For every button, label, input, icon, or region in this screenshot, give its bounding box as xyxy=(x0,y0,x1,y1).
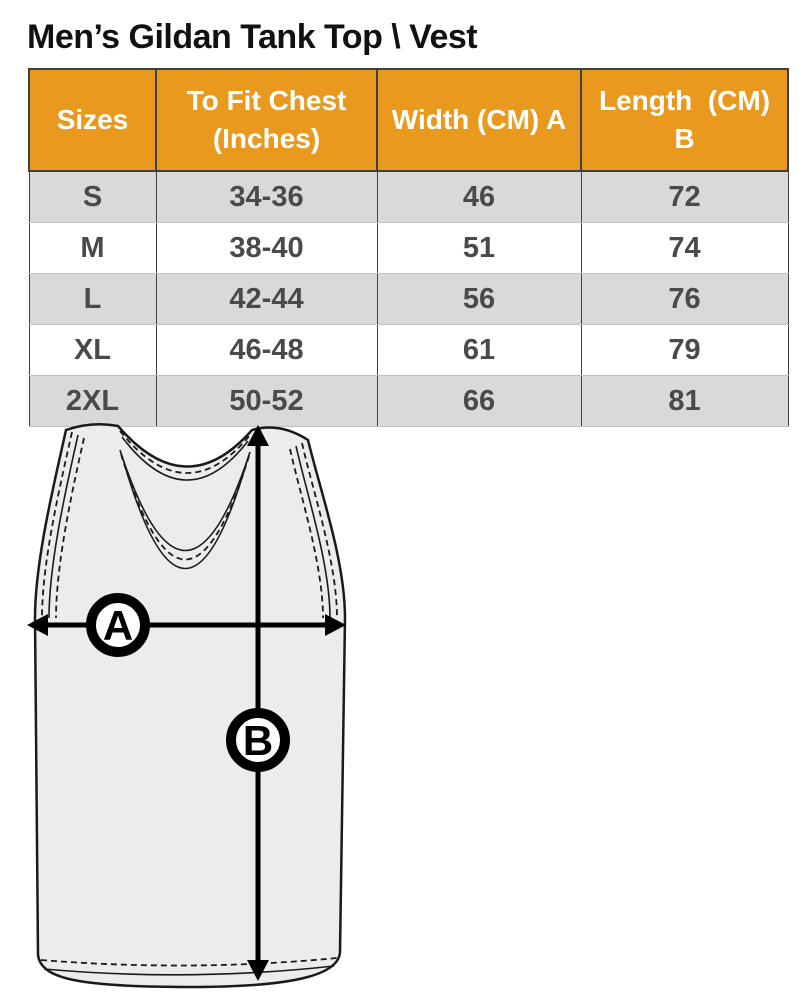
table-header-row xyxy=(29,69,788,171)
length-label-badge xyxy=(231,713,285,767)
tank-top-illustration xyxy=(15,420,395,1000)
garment-outline xyxy=(35,424,345,987)
table-cell: 76 xyxy=(581,274,788,325)
table-cell: 2XL xyxy=(29,376,156,427)
size-chart-table xyxy=(28,68,789,427)
table-cell: 72 xyxy=(581,171,788,223)
table-cell: 74 xyxy=(581,223,788,274)
page-title: Men’s Gildan Tank Top \ Vest xyxy=(27,18,478,56)
table-cell: M xyxy=(29,223,156,274)
table-cell: 61 xyxy=(377,325,581,376)
table-row-xl xyxy=(29,325,788,376)
table-cell: 56 xyxy=(377,274,581,325)
column-header-sizes: Sizes xyxy=(29,69,156,171)
table-cell: XL xyxy=(29,325,156,376)
table-cell: 81 xyxy=(581,376,788,427)
column-header-length: Length (CM) B xyxy=(581,69,788,171)
table-cell: 50-52 xyxy=(156,376,377,427)
table-cell: L xyxy=(29,274,156,325)
table-cell: 38-40 xyxy=(156,223,377,274)
column-header-chest: To Fit Chest (Inches) xyxy=(156,69,377,171)
table-row-m xyxy=(29,223,788,274)
table-cell: 79 xyxy=(581,325,788,376)
table-row-s xyxy=(29,171,788,223)
table-cell: 46-48 xyxy=(156,325,377,376)
table-cell: 34-36 xyxy=(156,171,377,223)
table-cell: S xyxy=(29,171,156,223)
table-cell: 42-44 xyxy=(156,274,377,325)
tank-top-diagram xyxy=(15,420,395,1000)
table-row-2xl xyxy=(29,376,788,427)
table-cell: 51 xyxy=(377,223,581,274)
width-label-letter: A xyxy=(102,602,134,649)
length-label-letter: B xyxy=(242,717,274,764)
width-label-badge xyxy=(91,598,145,652)
column-header-width: Width (CM) A xyxy=(377,69,581,171)
table-cell: 46 xyxy=(377,171,581,223)
table-row-l xyxy=(29,274,788,325)
table-cell: 66 xyxy=(377,376,581,427)
